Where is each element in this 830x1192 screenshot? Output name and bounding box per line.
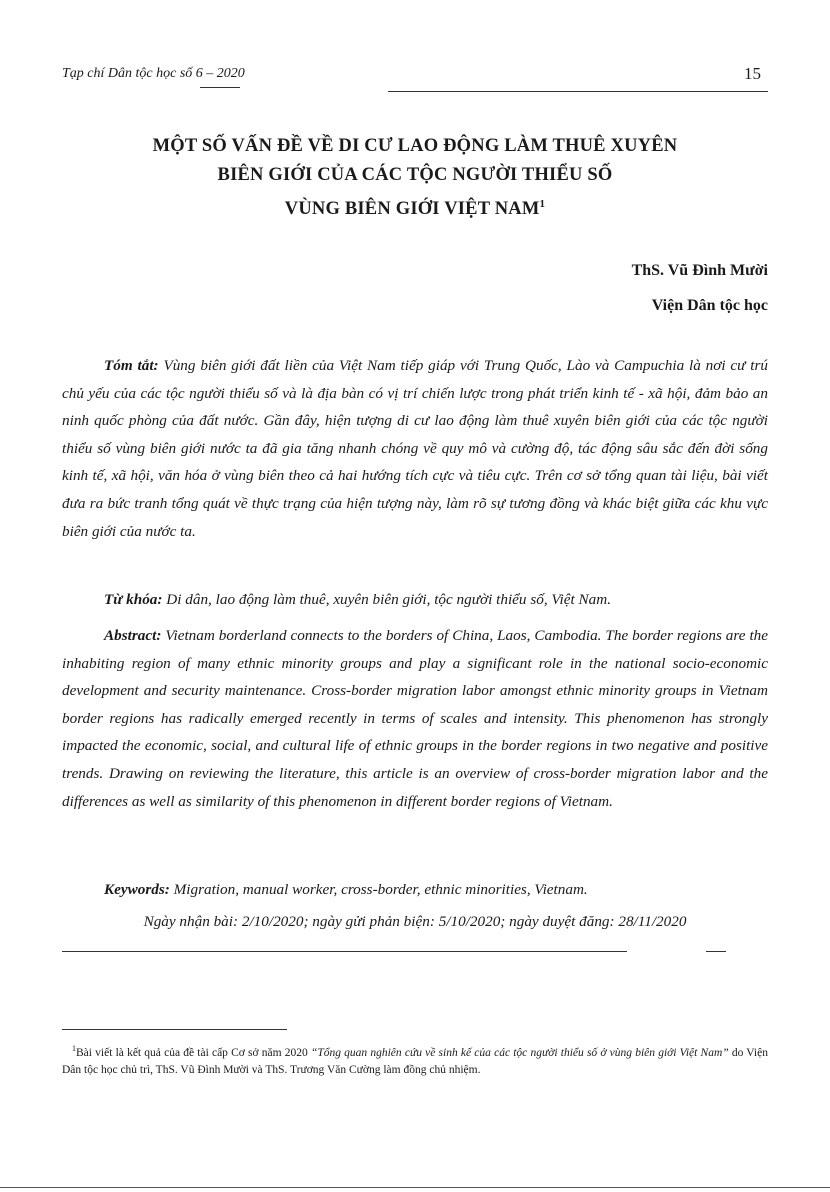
title-line-1: MỘT SỐ VẤN ĐỀ VỀ DI CƯ LAO ĐỘNG LÀM THUÊ XUYÊN [152,136,678,156]
footnote [62,1040,768,1079]
footnote-project-title: “Tổng quan nghiên cứu về sinh kế của các tộc người thiểu số ở vùng biên giới Việt Nam” [310,1046,729,1059]
submission-dates: Ngày nhận bài: 2/10/2020; ngày gửi phản biện: 5/10/2020; ngày duyệt đăng: 28/11/2020 [143,913,687,930]
abstract-english [62,622,768,815]
author-affiliation: Viện Dân tộc học [651,297,768,314]
page-bottom-edge [0,1187,830,1188]
abstract-vietnamese [62,352,768,545]
header-rule [388,91,768,92]
article-title [60,132,770,224]
abstract-vi-text: Vùng biên giới đất liền của Việt Nam tiếp giáp với Trung Quốc, Lào và Campuchia là nơi cư trú chủ yếu của các tộc người thiểu số và là địa bàn có vị trí chiến lược trong phát triển kinh tế - xã hội, đảm bảo an ninh quốc phòng của đất nước. Gần đây, hiện tượng di cư lao động làm thuê xuyên biên giới của các tộc người thiểu số vùng biên giới nước ta đã gia tăng nhanh chóng về quy mô và cường độ, tác động sâu sắc đến đời sống kinh tế, xã hội, văn hóa ở vùng biên theo cả hai hướng tích cực và tiêu cực. Trên cơ sở tổng quan tài liệu, bài viết đưa ra bức tranh tổng quát về thực trạng của hiện tượng này, làm rõ sự tương đồng và khác biệt giữa các khu vực biên giới của nước ta. [62,357,768,540]
author-name: ThS. Vũ Đình Mười [631,262,768,279]
keywords-vi-text: Di dân, lao động làm thuê, xuyên biên giới, tộc người thiểu số, Việt Nam. [162,591,612,608]
keywords-english [62,876,768,904]
footnote-text-before: Bài viết là kết quả của đề tài cấp Cơ sở năm 2020 [76,1046,311,1059]
keywords-vietnamese [62,586,768,614]
title-line-2: BIÊN GIỚI CỦA CÁC TỘC NGƯỜI THIỂU SỐ [217,165,613,185]
abstract-en-label: Abstract: [104,627,162,644]
page-number: 15 [744,64,761,83]
footnote-text-after: do Viện Dân tộc học chủ trì, ThS. Vũ Đình Mười và ThS. Trương Văn Cường làm đồng chủ nhiệm. [62,1046,768,1076]
footnote-rule [62,1029,287,1030]
keywords-vi-label: Từ khóa: [104,591,163,608]
title-line-3-text: VÙNG BIÊN GIỚI VIỆT NAM [284,199,540,220]
abstract-en-text: Vietnam borderland connects to the borders of China, Laos, Cambodia. The border regions are the inhabiting region of many ethnic minority groups and play a significant role in the national socio-economic development and security maintenance. Cross-border migration labor amongst ethnic minority groups in Vietnam border regions has radically emerged recently in terms of scales and intensity. This phenomenon has strongly impacted the economic, social, and cultural life of ethnic groups in the border regions in two negative and positive trends. Drawing on reviewing the literature, this article is an overview of cross-border migration labor and the differences as well as similarity of this phenomenon in different border regions of Vietnam. [62,627,768,810]
footnote-mark: 1 [72,1044,76,1053]
keywords-en-label: Keywords: [104,881,170,898]
title-line-3 [60,190,770,224]
abstract-vi-label: Tóm tắt: [104,357,159,374]
title-footnote-mark[interactable]: 1 [539,198,546,210]
dates-rule-short [706,951,726,952]
keywords-en-text: Migration, manual worker, cross-border, ethnic minorities, Vietnam. [169,881,588,898]
running-head: Tạp chí Dân tộc học số 6 – 2020 [62,66,245,81]
dates-rule [62,951,627,952]
header-rule-short [200,87,240,88]
